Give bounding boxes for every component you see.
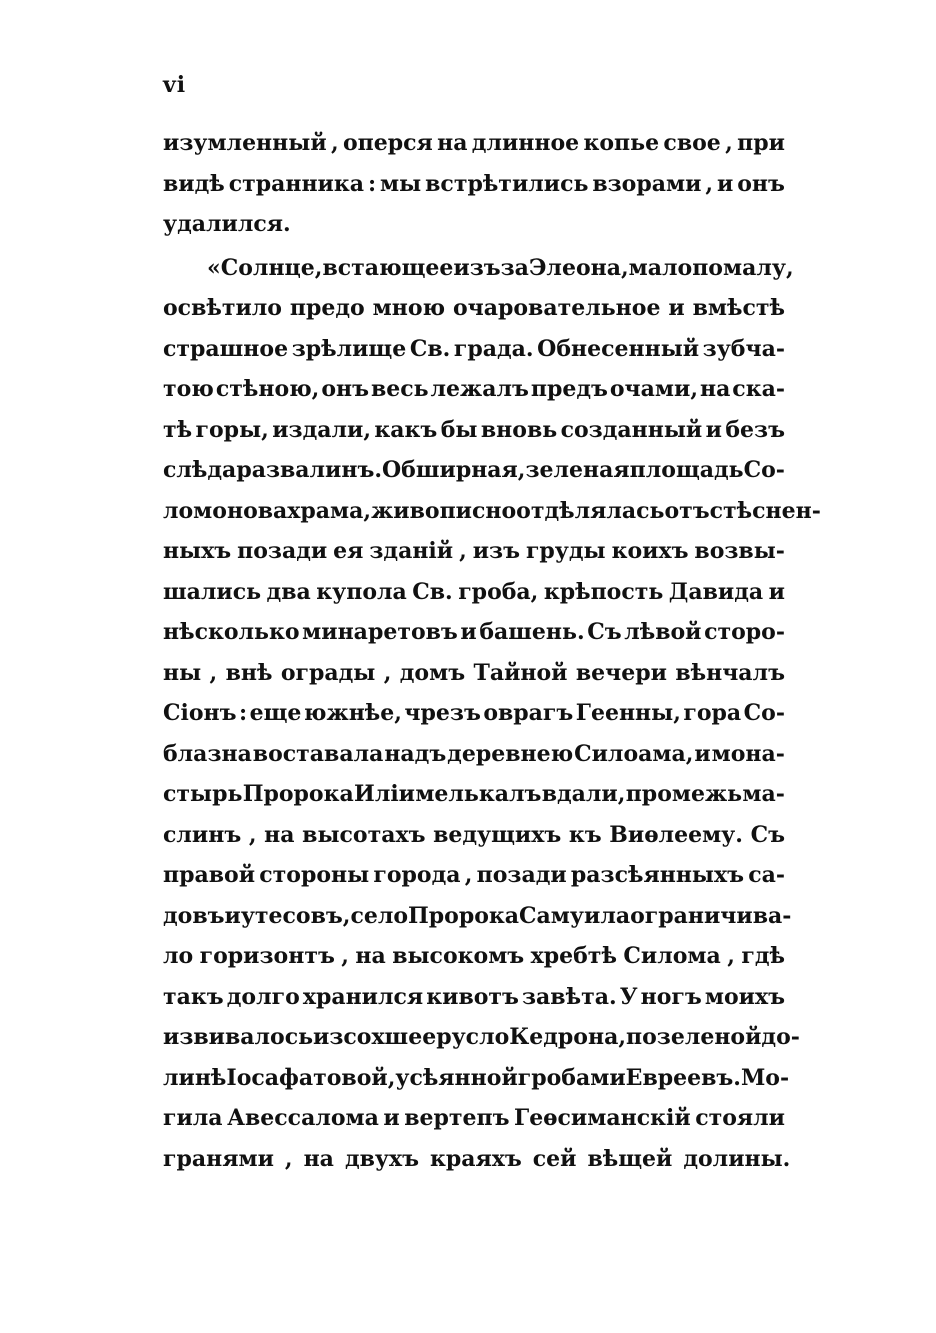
text-line: ломонова храма, живописно отдѣлялась отъ стѣснен- [163, 497, 821, 524]
text-line: гранями , на двухъ краяхъ сей вѣщей долины. [163, 1145, 791, 1172]
text-line: извивалось изсохшее русло Кедрона, по зеленой до- [163, 1024, 800, 1050]
text-line: гила Авессалома и вертепъ Геѳсиманскій стояли [163, 1105, 785, 1131]
text-line: изумленный , оперся на длинное копье свое , при [163, 130, 785, 156]
text-line: ныхъ позади ея зданій , изъ груды коихъ возвы- [163, 538, 785, 564]
text-line: ло горизонтъ , на высокомъ хребтѣ Силома , гдѣ [163, 943, 785, 969]
text-line: линѣ Іосафатовой, усѣянной гробами Евреевъ. Мо- [163, 1064, 790, 1091]
text-line: удалился. [163, 211, 291, 237]
page-number: vi [163, 72, 187, 98]
text-line: страшное зрѣлище Св. града. Обнесенный зубча- [163, 335, 785, 362]
text-line: такъ долго хранился кивотъ завѣта. У ногъ моихъ [163, 983, 785, 1010]
text-line: довъ и утесовъ, село Пророка Самуила ограничива- [163, 902, 792, 929]
text-line: слѣда развалинъ. Обширная, зеленая площадь Со- [163, 457, 785, 483]
text-line: видѣ странника : мы встрѣтились взорами , и онъ [163, 170, 785, 197]
text-line: слинъ , на высотахъ ведущихъ къ Виѳлеему. Съ [163, 821, 785, 848]
text-line: тѣ горы, издали, какъ бы вновь созданный и безъ [163, 416, 785, 443]
text-body [163, 123, 821, 1179]
text-line: стырь Пророка Иліи мелькалъ вдали, промежь ма- [163, 781, 785, 807]
text-line: ны , внѣ ограды , домъ Тайной вечери вѣнчалъ [163, 659, 785, 686]
text-line: освѣтило предо мною очаровательное и вмѣстѣ [163, 295, 785, 321]
text-line: шались два купола Св. гроба, крѣпость Давида и [163, 578, 785, 605]
text-line: правой стороны города , позади разсѣянныхъ са- [163, 862, 785, 888]
text-line: «Солнце, встающее изъ за Элеона, мало по малу, [207, 254, 794, 281]
text-line: тою стѣною, онъ весь лежалъ предъ очами, на ска- [163, 376, 785, 402]
text-line: нѣсколько минаретовъ и башень. Съ лѣвой сторо- [163, 619, 785, 645]
paragraph [163, 123, 785, 245]
text-line: блазна воставала надъ деревнею Силоама, и мона- [163, 740, 785, 767]
text-line: Сіонъ : еще южнѣе, чрезъ оврагъ Геенны, гора Со- [163, 700, 785, 726]
paragraph [163, 248, 821, 1180]
